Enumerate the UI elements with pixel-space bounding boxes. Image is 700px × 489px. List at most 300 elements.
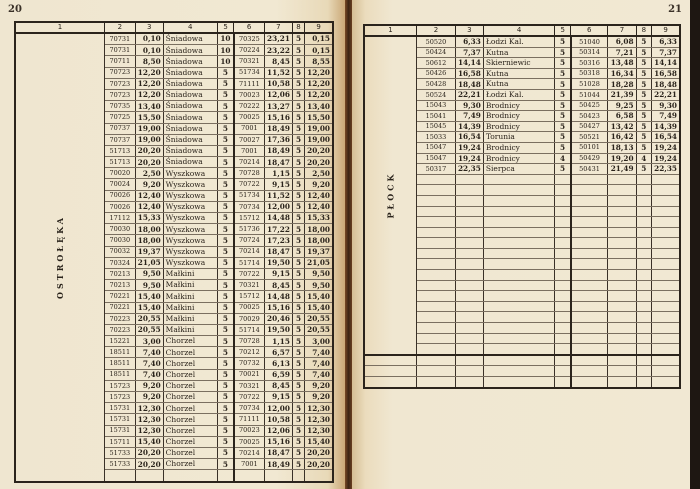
- cell-col-4: Wyszkowa: [163, 168, 217, 179]
- cell-col-7: 12,00: [264, 201, 292, 212]
- cell-col-7: 13,42: [608, 121, 636, 132]
- cell-col-4: Kutna: [483, 68, 555, 79]
- empty-cell: [483, 323, 555, 334]
- empty-cell: [455, 270, 483, 281]
- cell-col-9: 12,40: [305, 190, 333, 201]
- cell-col-6: 51714: [234, 257, 265, 268]
- empty-cell: [608, 312, 636, 323]
- cell-col-7: 19,50: [264, 324, 292, 335]
- cell-col-9: 7,40: [305, 347, 333, 358]
- column-header: 3: [455, 25, 483, 36]
- empty-cell: [571, 355, 608, 366]
- cell-col-7: 13,48: [608, 58, 636, 69]
- empty-cell: [483, 377, 555, 388]
- empty-cell: [555, 206, 571, 217]
- cell-col-6: 51040: [571, 36, 608, 47]
- empty-cell: [652, 206, 680, 217]
- cell-col-8: 5: [292, 179, 304, 190]
- book-spine: [345, 0, 352, 489]
- empty-cell: [364, 355, 416, 366]
- empty-cell: [636, 377, 652, 388]
- cell-col-8: 5: [292, 235, 304, 246]
- cell-col-4: Wyszkowa: [163, 213, 217, 224]
- cell-col-4: Brodnicy: [483, 111, 555, 122]
- cell-col-5: 5: [217, 347, 233, 358]
- cell-col-3: 12,30: [135, 403, 163, 414]
- cell-col-9: 16,54: [652, 132, 680, 143]
- cell-col-8: 5: [292, 313, 304, 324]
- cell-col-5: 5: [217, 179, 233, 190]
- cell-col-8: 5: [636, 89, 652, 100]
- empty-cell: [652, 185, 680, 196]
- empty-cell: [652, 377, 680, 388]
- cell-col-6: 71111: [234, 78, 265, 89]
- cell-col-2: 70731: [104, 45, 135, 56]
- cell-col-9: 12,30: [305, 403, 333, 414]
- cell-col-4: Małkini: [163, 302, 217, 313]
- cell-col-9: 15,33: [305, 213, 333, 224]
- cell-col-7: 10,58: [264, 78, 292, 89]
- cell-col-8: 5: [292, 45, 304, 56]
- empty-cell: [483, 227, 555, 238]
- cell-col-3: 18,00: [135, 224, 163, 235]
- empty-cell: [652, 280, 680, 291]
- cell-col-9: 12,20: [305, 78, 333, 89]
- empty-cell: [555, 377, 571, 388]
- empty-cell: [636, 291, 652, 302]
- cell-col-3: 16,54: [455, 132, 483, 143]
- cell-col-3: 9,20: [135, 392, 163, 403]
- cell-col-7: 18,47: [264, 157, 292, 168]
- cell-col-7: 17,36: [264, 134, 292, 145]
- cell-col-8: 5: [292, 291, 304, 302]
- empty-cell: [364, 377, 416, 388]
- cell-col-5: 5: [217, 380, 233, 391]
- empty-cell: [483, 270, 555, 281]
- empty-cell: [483, 248, 555, 259]
- cell-col-8: 5: [292, 67, 304, 78]
- empty-cell: [636, 366, 652, 377]
- cell-col-6: 70222: [234, 101, 265, 112]
- cell-col-2: 17112: [104, 213, 135, 224]
- empty-cell: [608, 259, 636, 270]
- cell-col-8: 5: [292, 134, 304, 145]
- empty-cell: [652, 344, 680, 355]
- cell-col-6: 70027: [234, 134, 265, 145]
- cell-col-8: 5: [292, 89, 304, 100]
- empty-cell: [608, 377, 636, 388]
- cell-col-2: 70723: [104, 78, 135, 89]
- cell-col-5: 5: [555, 132, 571, 143]
- cell-col-9: 20,20: [305, 157, 333, 168]
- empty-cell: [416, 333, 455, 344]
- cell-col-5: 5: [217, 324, 233, 335]
- empty-cell: [652, 355, 680, 366]
- empty-cell: [483, 355, 555, 366]
- cell-col-7: 21,49: [608, 164, 636, 175]
- cell-col-9: 2,50: [305, 168, 333, 179]
- cell-col-2: 51733: [104, 459, 135, 470]
- cell-col-3: 20,55: [135, 324, 163, 335]
- cell-col-9: 12,40: [305, 201, 333, 212]
- cell-col-2: 15033: [416, 132, 455, 143]
- cell-col-6: 70728: [234, 168, 265, 179]
- cell-col-2: 70032: [104, 246, 135, 257]
- cell-col-4: Chorzel: [163, 358, 217, 369]
- cell-col-5: 5: [555, 36, 571, 47]
- cell-col-6: 51734: [234, 190, 265, 201]
- cell-col-3: 19,37: [135, 246, 163, 257]
- cell-col-7: 20,46: [264, 313, 292, 324]
- cell-col-9: 0,15: [305, 33, 333, 45]
- cell-col-7: 23,22: [264, 45, 292, 56]
- cell-col-5: 5: [217, 268, 233, 279]
- cell-col-6: 70214: [234, 246, 265, 257]
- cell-col-8: 5: [636, 68, 652, 79]
- header-row: [364, 25, 680, 36]
- empty-cell: [555, 174, 571, 185]
- cell-col-6: 70029: [234, 313, 265, 324]
- cell-col-9: 14,14: [652, 58, 680, 69]
- empty-cell: [555, 344, 571, 355]
- cell-col-9: 12,20: [305, 67, 333, 78]
- empty-cell: [555, 248, 571, 259]
- cell-col-3: 15,40: [135, 291, 163, 302]
- empty-cell: [555, 291, 571, 302]
- cell-col-2: 15047: [416, 153, 455, 164]
- empty-cell: [416, 344, 455, 355]
- empty-cell: [483, 291, 555, 302]
- column-header: 8: [636, 25, 652, 36]
- cell-col-8: 5: [292, 324, 304, 335]
- cell-col-8: 5: [292, 347, 304, 358]
- cell-col-4: Śniadowa: [163, 145, 217, 156]
- cell-col-5: 5: [217, 280, 233, 291]
- cell-col-8: 5: [292, 112, 304, 123]
- cell-col-5: 5: [217, 201, 233, 212]
- cell-col-3: 20,20: [135, 157, 163, 168]
- cell-col-3: 15,40: [135, 302, 163, 313]
- cell-col-4: Łodzi Kal.: [483, 36, 555, 47]
- cell-col-6: 50425: [571, 100, 608, 111]
- cell-col-9: 20,55: [305, 313, 333, 324]
- cell-col-7: 13,27: [264, 101, 292, 112]
- empty-cell: [455, 238, 483, 249]
- cell-col-2: 70026: [104, 201, 135, 212]
- cell-col-3: 15,33: [135, 213, 163, 224]
- empty-cell: [571, 174, 608, 185]
- empty-cell: [652, 323, 680, 334]
- empty-cell: [455, 301, 483, 312]
- cell-col-6: 70732: [234, 358, 265, 369]
- empty-cell: [364, 366, 416, 377]
- cell-col-4: Śniadowa: [163, 123, 217, 134]
- cell-col-3: 9,50: [135, 268, 163, 279]
- cell-col-9: 6,33: [652, 36, 680, 47]
- cell-col-6: 70321: [234, 56, 265, 67]
- empty-cell: [455, 227, 483, 238]
- cell-col-5: 5: [217, 313, 233, 324]
- empty-cell: [571, 312, 608, 323]
- cell-col-4: Chorzel: [163, 347, 217, 358]
- column-header: 1: [15, 22, 104, 33]
- empty-cell: [483, 301, 555, 312]
- empty-cell: [608, 344, 636, 355]
- cell-col-5: 5: [217, 168, 233, 179]
- cell-col-4: Kutna: [483, 47, 555, 58]
- cell-col-9: 9,20: [305, 380, 333, 391]
- empty-cell: [652, 312, 680, 323]
- cell-col-9: 18,00: [305, 235, 333, 246]
- empty-cell: [455, 355, 483, 366]
- cell-col-9: 7,40: [305, 369, 333, 380]
- empty-cell: [571, 323, 608, 334]
- cell-col-8: 5: [292, 425, 304, 436]
- cell-col-2: 50317: [416, 164, 455, 175]
- empty-cell: [608, 185, 636, 196]
- empty-cell: [416, 270, 455, 281]
- cell-col-8: 5: [292, 157, 304, 168]
- cell-col-5: 5: [555, 121, 571, 132]
- cell-col-2: 15041: [416, 111, 455, 122]
- empty-cell: [636, 248, 652, 259]
- cell-col-3: 9,20: [135, 179, 163, 190]
- cell-col-5: 5: [217, 257, 233, 268]
- cell-col-3: 15,50: [135, 112, 163, 123]
- cell-col-6: 70722: [234, 268, 265, 279]
- cell-col-4: Małkini: [163, 291, 217, 302]
- empty-cell: [234, 470, 265, 482]
- empty-cell: [555, 217, 571, 228]
- empty-cell: [455, 366, 483, 377]
- cell-col-7: 9,15: [264, 179, 292, 190]
- cell-col-5: 5: [217, 145, 233, 156]
- cell-col-5: 5: [217, 213, 233, 224]
- empty-cell: [455, 259, 483, 270]
- cell-col-7: 18,28: [608, 79, 636, 90]
- cell-col-2: 70213: [104, 280, 135, 291]
- cell-col-5: 5: [217, 101, 233, 112]
- cell-col-5: 5: [217, 425, 233, 436]
- cell-col-6: 51028: [571, 79, 608, 90]
- empty-cell: [608, 238, 636, 249]
- empty-cell: [608, 333, 636, 344]
- empty-cell: [555, 195, 571, 206]
- cell-col-4: Chorzel: [163, 436, 217, 447]
- cell-col-8: 5: [292, 302, 304, 313]
- cell-col-3: 2,50: [135, 168, 163, 179]
- cell-col-3: 7,40: [135, 358, 163, 369]
- empty-cell: [652, 217, 680, 228]
- empty-cell: [571, 270, 608, 281]
- empty-cell: [636, 227, 652, 238]
- cell-col-9: 9,50: [305, 268, 333, 279]
- cell-col-5: 5: [555, 79, 571, 90]
- cell-col-2: 70737: [104, 123, 135, 134]
- empty-cell: [571, 185, 608, 196]
- empty-cell: [483, 238, 555, 249]
- cell-col-9: 8,55: [305, 56, 333, 67]
- cell-col-9: 13,40: [305, 101, 333, 112]
- cell-col-2: 18511: [104, 369, 135, 380]
- footer-row: [364, 377, 680, 388]
- cell-col-9: 15,40: [305, 291, 333, 302]
- empty-cell: [555, 270, 571, 281]
- right-page: [352, 0, 690, 489]
- cell-col-6: 70724: [234, 235, 265, 246]
- cell-col-7: 14,48: [264, 213, 292, 224]
- header-row: [15, 22, 333, 33]
- column-header: 2: [104, 22, 135, 33]
- cell-col-7: 16,34: [608, 68, 636, 79]
- cell-col-2: 70725: [104, 112, 135, 123]
- cell-col-9: 19,00: [305, 123, 333, 134]
- cell-col-7: 11,52: [264, 67, 292, 78]
- empty-cell: [571, 248, 608, 259]
- cell-col-8: 4: [636, 153, 652, 164]
- cell-col-3: 12,30: [135, 425, 163, 436]
- cell-col-4: Wyszkowa: [163, 257, 217, 268]
- cell-col-6: 70722: [234, 179, 265, 190]
- cell-col-3: 18,00: [135, 235, 163, 246]
- cell-col-8: 5: [292, 123, 304, 134]
- empty-cell: [636, 185, 652, 196]
- empty-cell: [608, 174, 636, 185]
- cell-col-6: 70214: [234, 157, 265, 168]
- empty-cell: [455, 377, 483, 388]
- cell-col-9: 12,20: [305, 89, 333, 100]
- empty-cell: [652, 238, 680, 249]
- cell-col-4: Brodnicy: [483, 142, 555, 153]
- cell-col-9: 20,20: [305, 145, 333, 156]
- cell-col-4: Małkini: [163, 324, 217, 335]
- cell-col-5: 5: [555, 47, 571, 58]
- empty-cell: [416, 323, 455, 334]
- cell-col-9: 19,24: [652, 153, 680, 164]
- cell-col-6: 70023: [234, 425, 265, 436]
- cell-col-4: Brodnicy: [483, 153, 555, 164]
- empty-cell: [555, 355, 571, 366]
- cell-col-2: 70723: [104, 89, 135, 100]
- empty-cell: [571, 227, 608, 238]
- cell-col-3: 7,37: [455, 47, 483, 58]
- empty-cell: [483, 259, 555, 270]
- cell-col-6: 70325: [234, 33, 265, 45]
- cell-col-6: 70224: [234, 45, 265, 56]
- empty-cell: [416, 185, 455, 196]
- cell-col-9: 19,00: [305, 134, 333, 145]
- empty-cell: [571, 301, 608, 312]
- empty-cell: [636, 355, 652, 366]
- empty-cell: [652, 333, 680, 344]
- empty-cell: [455, 344, 483, 355]
- empty-cell: [416, 206, 455, 217]
- cell-col-3: 19,24: [455, 153, 483, 164]
- cell-col-3: 22,21: [455, 89, 483, 100]
- cell-col-5: 5: [555, 111, 571, 122]
- cell-col-2: 70223: [104, 324, 135, 335]
- cell-col-8: 5: [292, 168, 304, 179]
- cell-col-5: 5: [217, 436, 233, 447]
- cell-col-9: 20,20: [305, 447, 333, 458]
- cell-col-2: 70026: [104, 190, 135, 201]
- cell-col-6: 7001: [234, 459, 265, 470]
- cell-col-9: 7,49: [652, 111, 680, 122]
- column-header: 4: [163, 22, 217, 33]
- empty-cell: [571, 238, 608, 249]
- empty-cell: [416, 280, 455, 291]
- cell-col-5: 5: [555, 164, 571, 175]
- cell-col-8: 5: [292, 358, 304, 369]
- empty-cell: [608, 227, 636, 238]
- cell-col-4: Kutna: [483, 79, 555, 90]
- empty-cell: [455, 312, 483, 323]
- cell-col-6: 70021: [234, 369, 265, 380]
- cell-col-3: 12,20: [135, 67, 163, 78]
- empty-cell: [555, 323, 571, 334]
- cell-col-8: 5: [292, 201, 304, 212]
- cell-col-6: 70214: [234, 447, 265, 458]
- cell-col-4: Chorzel: [163, 369, 217, 380]
- cell-col-5: 5: [555, 142, 571, 153]
- cell-col-7: 1,15: [264, 168, 292, 179]
- cell-col-9: 18,00: [305, 224, 333, 235]
- empty-cell: [416, 238, 455, 249]
- cell-col-2: 50612: [416, 58, 455, 69]
- cell-col-3: 12,30: [135, 414, 163, 425]
- empty-cell: [455, 280, 483, 291]
- empty-cell: [135, 470, 163, 482]
- cell-col-2: 50520: [416, 36, 455, 47]
- cell-col-8: 5: [292, 436, 304, 447]
- cell-col-5: 5: [217, 447, 233, 458]
- cell-col-7: 21,39: [608, 89, 636, 100]
- cell-col-2: 70020: [104, 168, 135, 179]
- empty-cell: [652, 291, 680, 302]
- cell-col-3: 19,00: [135, 123, 163, 134]
- cell-col-7: 10,58: [264, 414, 292, 425]
- cell-col-6: 70023: [234, 89, 265, 100]
- cell-col-8: 5: [292, 459, 304, 470]
- region-label: [15, 33, 104, 482]
- cell-col-3: 7,40: [135, 369, 163, 380]
- empty-cell: [416, 301, 455, 312]
- cell-col-5: 5: [217, 246, 233, 257]
- cell-col-6: 15712: [234, 213, 265, 224]
- empty-cell: [483, 185, 555, 196]
- cell-col-4: Małkini: [163, 268, 217, 279]
- empty-cell: [571, 280, 608, 291]
- cell-col-8: 5: [636, 164, 652, 175]
- cell-col-8: 5: [292, 392, 304, 403]
- empty-cell: [455, 291, 483, 302]
- cell-col-7: 6,57: [264, 347, 292, 358]
- column-header: 2: [416, 25, 455, 36]
- cell-col-7: 6,08: [608, 36, 636, 47]
- cell-col-9: 18,48: [652, 79, 680, 90]
- empty-cell: [652, 174, 680, 185]
- cell-col-3: 13,40: [135, 101, 163, 112]
- cell-col-4: Wyszkowa: [163, 224, 217, 235]
- column-header: 6: [571, 25, 608, 36]
- cell-col-7: 15,16: [264, 112, 292, 123]
- cell-col-2: 15711: [104, 436, 135, 447]
- cell-col-9: 20,55: [305, 324, 333, 335]
- cell-col-2: 18511: [104, 347, 135, 358]
- empty-cell: [608, 206, 636, 217]
- cell-col-9: 7,37: [652, 47, 680, 58]
- cell-col-5: 5: [217, 403, 233, 414]
